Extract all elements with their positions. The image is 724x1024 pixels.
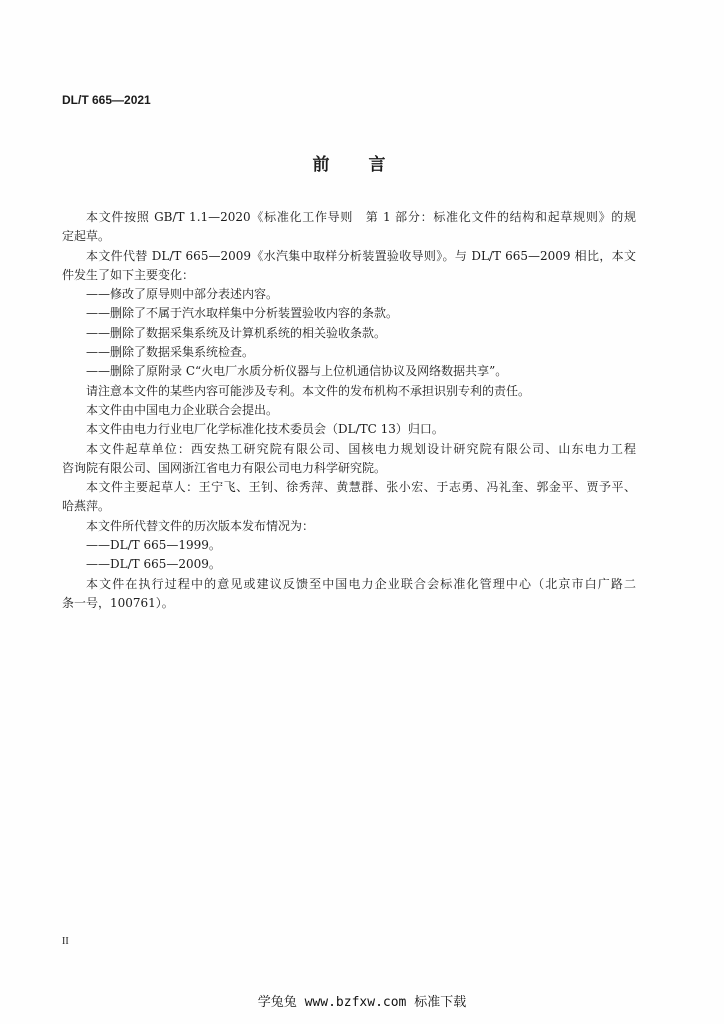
watermark-text: 学兔兔 www.bzfxw.com 标准下载 <box>257 995 467 1010</box>
replacement-paragraph <box>62 247 636 286</box>
list-item: ——删除了数据采集系统检查。 <box>86 345 255 360</box>
paragraph-line: 本文件主要起草人：王宁飞、王钊、徐秀萍、黄慧群、张小宏、于志勇、冯礼奎、郭金平、贾予平、 <box>86 480 636 495</box>
paragraph-line: 哈燕萍。 <box>62 499 111 514</box>
paragraph-line: 条一号，100761）。 <box>62 595 174 610</box>
foreword-body <box>62 208 636 613</box>
list-item: ——DL/T 665—1999。 <box>86 538 221 553</box>
page-number: II <box>62 936 69 947</box>
document-code: DL/T 665—2021 <box>62 93 151 107</box>
centralized-by: 本文件由电力行业电厂化学标准化技术委员会（DL/TC 13）归口。 <box>86 422 444 437</box>
patent-notice: 请注意本文件的某些内容可能涉及专利。本文件的发布机构不承担识别专利的责任。 <box>86 383 531 398</box>
paragraph-line: 定起草。 <box>62 229 111 244</box>
paragraph-line: 件发生了如下主要变化： <box>62 267 195 282</box>
intro-paragraph <box>62 208 636 247</box>
list-item: ——删除了不属于汽水取样集中分析装置验收内容的条款。 <box>86 306 399 321</box>
feedback-paragraph <box>62 575 636 614</box>
list-item: ——DL/T 665—2009。 <box>86 557 221 572</box>
drafters-paragraph <box>62 478 636 517</box>
history-intro: 本文件所代替文件的历次版本发布情况为： <box>86 518 315 533</box>
drafting-units-paragraph <box>62 440 636 479</box>
list-item: ——修改了原导则中部分表述内容。 <box>86 287 279 302</box>
proposed-by: 本文件由中国电力企业联合会提出。 <box>86 402 279 417</box>
paragraph-line: 本文件在执行过程中的意见或建议反馈至中国电力企业联合会标准化管理中心（北京市白广路二 <box>86 576 636 591</box>
list-item: ——删除了数据采集系统及计算机系统的相关验收条款。 <box>86 325 387 340</box>
list-item: ——删除了原附录 C“火电厂水质分析仪器与上位机通信协议及网络数据共享”。 <box>86 364 508 379</box>
history-versions-list <box>62 536 636 575</box>
paragraph-line: 咨询院有限公司、国网浙江省电力有限公司电力科学研究院。 <box>62 460 387 475</box>
paragraph-line: 本文件起草单位：西安热工研究院有限公司、国核电力规划设计研究院有限公司、山东电力工程 <box>86 441 636 456</box>
paragraph-line: 本文件代替 DL/T 665—2009《水汽集中取样分析装置验收导则》。与 DL/T 665—2009 相比，本文 <box>86 248 636 263</box>
page-title: 前 言 <box>312 155 397 175</box>
paragraph-line: 本文件按照 GB/T 1.1—2020《标准化工作导则 第 1 部分：标准化文件的结构和起草规则》的规 <box>86 210 636 224</box>
changes-list <box>62 285 636 381</box>
